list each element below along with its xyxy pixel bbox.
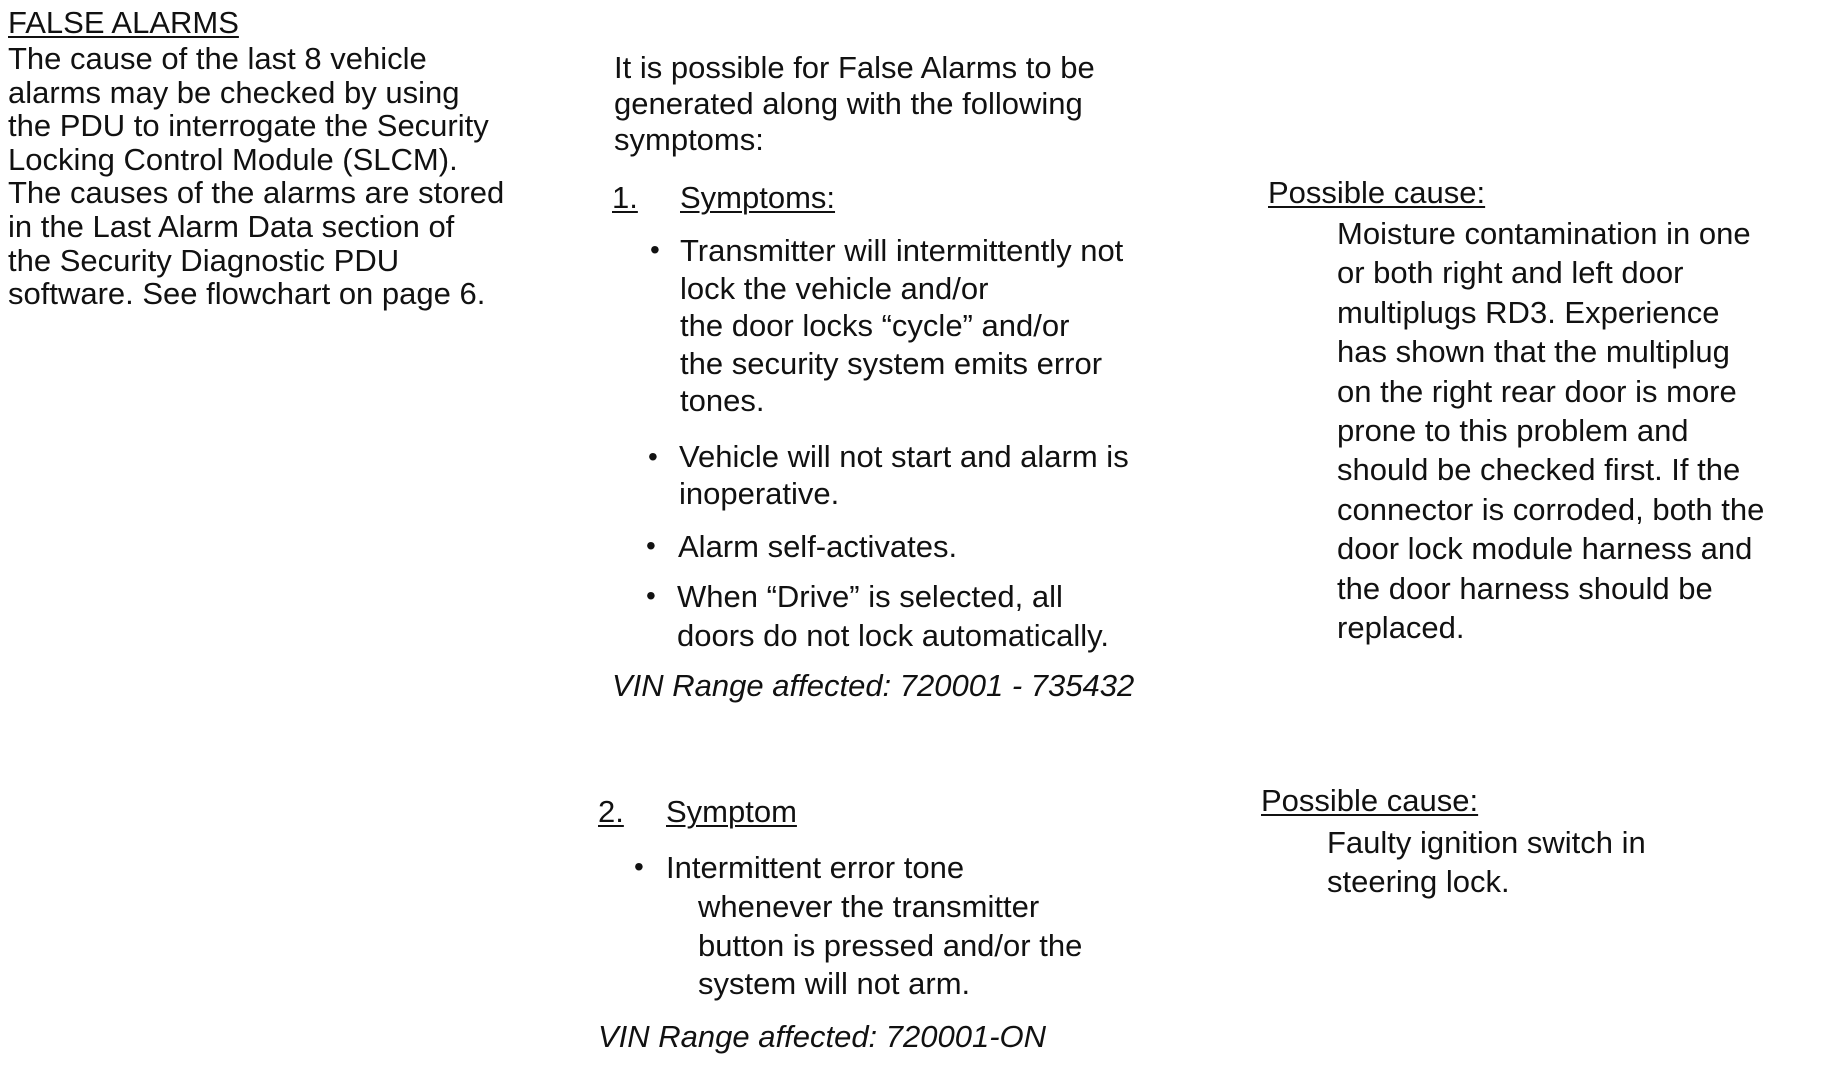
section2-cause-paragraph [1327, 823, 1646, 901]
section1-cause-paragraph [1337, 214, 1764, 647]
cause-line: replaced. [1337, 610, 1465, 646]
bullet-line: button is pressed and/or the [698, 927, 1083, 963]
section2-vin-range: VIN Range affected: 720001-ON [598, 1019, 1047, 1054]
section2-bullet-1-continuation [698, 888, 1082, 1004]
cause-line: the door harness should be [1337, 570, 1713, 606]
bullet-icon: • [648, 441, 658, 472]
cause-line: should be checked first. If the [1337, 452, 1741, 488]
section2-cause-label: Possible cause: [1261, 783, 1479, 818]
intro-line: the Security Diagnostic PDU [8, 242, 400, 278]
section1-vin-range: VIN Range affected: 720001 - 735432 [612, 668, 1135, 703]
bullet-line: lock the vehicle and/or [680, 270, 989, 306]
bullet-line: the security system emits error [680, 345, 1103, 381]
bullet-line: Vehicle will not start and alarm is [679, 439, 1129, 474]
cause-line: steering lock. [1327, 864, 1510, 899]
bullet-line: Transmitter will intermittently not [680, 233, 1124, 268]
intro-paragraph [8, 42, 504, 311]
bullet-line: When “Drive” is selected, all [677, 579, 1063, 614]
section2-number: 2. [598, 794, 624, 829]
cause-line: has shown that the multiplug [1337, 334, 1730, 370]
bullet-icon: • [646, 530, 656, 561]
middle-intro-paragraph [614, 50, 1095, 158]
cause-line: or both right and left door [1337, 255, 1684, 291]
intro-line: Locking Control Module (SLCM). [8, 141, 458, 177]
bullet-line: inoperative. [679, 476, 840, 511]
cause-line: Moisture contamination in one [1337, 216, 1751, 251]
bullet-line: whenever the transmitter [698, 889, 1040, 924]
intro-line: The causes of the alarms are stored [8, 175, 505, 211]
bullet-icon: • [650, 234, 660, 265]
section1-cause-label: Possible cause: [1268, 175, 1486, 210]
middle-intro-line: generated along with the following [614, 86, 1083, 121]
cause-line: connector is corroded, both the [1337, 491, 1765, 527]
bullet-line: Alarm self-activates. [678, 529, 958, 564]
section2-bullet-1-first-line: Intermittent error tone [666, 850, 965, 885]
intro-line: in the Last Alarm Data section of [8, 208, 455, 244]
cause-line: door lock module harness and [1337, 531, 1753, 567]
section1-title: Symptoms: [680, 180, 836, 215]
cause-line: Faulty ignition switch in [1327, 825, 1646, 860]
intro-line: The cause of the last 8 vehicle [8, 41, 427, 76]
section2-title: Symptom [666, 794, 797, 829]
middle-intro-line: It is possible for False Alarms to be [614, 50, 1095, 85]
section1-bullet-3 [678, 527, 957, 566]
middle-intro-line: symptoms: [614, 122, 764, 157]
cause-line: prone to this problem and [1337, 413, 1689, 449]
cause-line: multiplugs RD3. Experience [1337, 294, 1720, 330]
bullet-icon: • [634, 851, 644, 882]
bullet-line: the door locks “cycle” and/or [680, 308, 1070, 343]
bullet-line: system will not arm. [698, 966, 971, 1001]
bullet-line: tones. [680, 383, 765, 418]
page-title: FALSE ALARMS [8, 5, 239, 40]
intro-line: the PDU to interrogate the Security [8, 108, 489, 144]
intro-line: alarms may be checked by using [8, 74, 460, 110]
section1-bullet-2 [679, 438, 1129, 512]
bullet-icon: • [646, 580, 656, 611]
section1-number: 1. [612, 180, 638, 215]
cause-line: on the right rear door is more [1337, 373, 1737, 409]
section1-bullet-4 [677, 577, 1109, 655]
bullet-line: doors do not lock automatically. [677, 618, 1109, 653]
section1-bullet-1 [680, 232, 1123, 420]
intro-line: software. See flowchart on page 6. [8, 276, 486, 312]
